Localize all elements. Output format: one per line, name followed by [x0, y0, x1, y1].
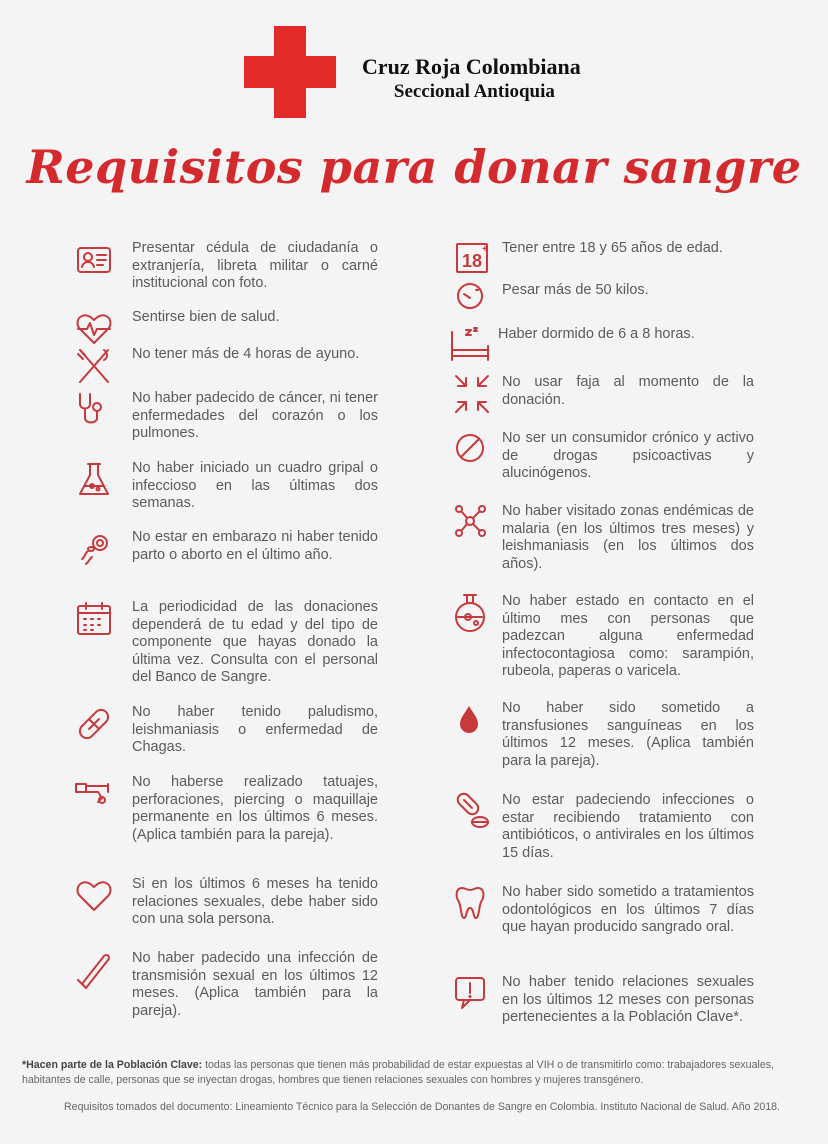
requirement-text: No haber sido sometido a transfusiones sanguíneas en los últimos 12 meses. (Aplica también para la pareja). — [502, 700, 754, 769]
requirement-text: No haber tenido relaciones sexuales en los últimos 12 meses con personas pertenecientes a la Población Clave*. — [502, 974, 754, 1026]
requirement-text: No haber sido sometido a tratamientos odontológicos en los últimos 7 días que hayan producido sangrado oral. — [502, 884, 754, 936]
requirement-text: No haber iniciado un cuadro gripal o infeccioso en las últimas dos semanas. — [132, 460, 378, 512]
bandage-icon — [74, 704, 114, 744]
requirement-text: No haber padecido de cáncer, ni tener enfermedades del corazón o los pulmones. — [132, 390, 378, 442]
svg-text:+: + — [482, 244, 488, 255]
fork-knife-icon — [74, 346, 114, 386]
bed-sleep-icon — [450, 326, 490, 366]
flask-icon — [74, 460, 114, 500]
org-section: Seccional Antioquia — [393, 81, 555, 102]
compress-arrows-icon — [454, 374, 494, 414]
requirement-text: No haber visitado zonas endémicas de malaria (en los últimos tres meses) y leishmaniasis (en los últimos dos años). — [502, 503, 754, 572]
stethoscope-icon — [74, 390, 114, 430]
requirement-text: Tener entre 18 y 65 años de edad. — [502, 240, 723, 256]
footnote-label: *Hacen parte de la Población Clave: — [22, 1059, 203, 1071]
requirement-text: Haber dormido de 6 a 8 horas. — [498, 326, 695, 342]
footnote — [22, 1058, 822, 1088]
requirement-text: No estar en embarazo ni haber tenido parto o aborto en el último año. — [132, 529, 378, 563]
requirement-text: No haberse realizado tatuajes, perforaciones, piercing o maquillaje permanente en los últimos 6 meses. (Aplica también para la pareja). — [132, 774, 378, 843]
tattoo-machine-icon — [74, 774, 114, 814]
id-card-icon — [74, 240, 114, 280]
tooth-icon — [454, 884, 494, 924]
condom-icon — [74, 950, 114, 990]
requirement-text: No haber tenido paludismo, leishmaniasis o enfermedad de Chagas. — [132, 704, 378, 756]
sperm-egg-icon — [74, 529, 114, 569]
footnote-text: todas las personas que tienen más probabilidad de estar expuestas al VIH o de transmitirlo como: trabajadores sexuales, habitantes de calle, personas que se inyectan drogas, hombres que tienen relaciones sexuales con hombres y mujeres transgénero. — [22, 1059, 774, 1086]
calendar-icon — [74, 599, 114, 639]
page-title: Requisitos para donar sangre — [26, 140, 802, 194]
source-citation: Requisitos tomados del documento: Lineamiento Técnico para la Selección de Donantes de Sangre en Colombia. Instituto Nacional de Salud. Año 2018. — [64, 1101, 780, 1113]
svg-text:18: 18 — [462, 251, 483, 271]
requirement-text: No usar faja al momento de la donación. — [502, 374, 754, 408]
requirement-text: No haber padecido una infección de transmisión sexual en los últimos 12 meses. (Aplica también para la pareja). — [132, 950, 378, 1019]
requirement-text: No tener más de 4 horas de ayuno. — [132, 346, 360, 362]
requirement-text: No haber estado en contacto en el último mes con personas que padezcan alguna enfermedad infectocontagiosa como: sarampión, rubeola, paperas o varicela. — [502, 593, 754, 680]
blood-drop-icon — [454, 700, 494, 740]
red-cross-logo — [244, 26, 336, 118]
organization — [362, 54, 581, 104]
age-18-icon — [454, 240, 494, 280]
heart-icon — [74, 876, 114, 916]
molecule-icon — [454, 503, 494, 543]
requirement-text: Pesar más de 50 kilos. — [502, 282, 649, 298]
requirement-text: La periodicidad de las donaciones dependerá de tu edad y del tipo de componente que hayas donado la última vez. Consulta con el personal del Banco de Sangre. — [132, 599, 378, 686]
pills-icon — [454, 792, 494, 832]
requirement-text: No ser un consumidor crónico y activo de drogas psicoactivas y alucinógenos. — [502, 430, 754, 482]
virus-flask-icon — [454, 593, 494, 633]
org-name: Cruz Roja Colombiana — [362, 54, 581, 79]
heart-pulse-icon — [74, 309, 114, 349]
header — [0, 0, 828, 140]
footer — [22, 1058, 822, 1115]
scale-icon — [454, 282, 494, 322]
alert-message-icon — [454, 974, 494, 1014]
requirement-text: Presentar cédula de ciudadanía o extranjería, libreta militar o carné institucional con foto. — [132, 240, 378, 292]
requirement-text: No estar padeciendo infecciones o estar recibiendo tratamiento con antibióticos, o antivirales en los últimos 15 días. — [502, 792, 754, 861]
requirement-text: Sentirse bien de salud. — [132, 309, 280, 325]
prohibited-icon — [454, 430, 494, 470]
requirement-text: Si en los últimos 6 meses ha tenido relaciones sexuales, debe haber sido con una sola persona. — [132, 876, 378, 928]
